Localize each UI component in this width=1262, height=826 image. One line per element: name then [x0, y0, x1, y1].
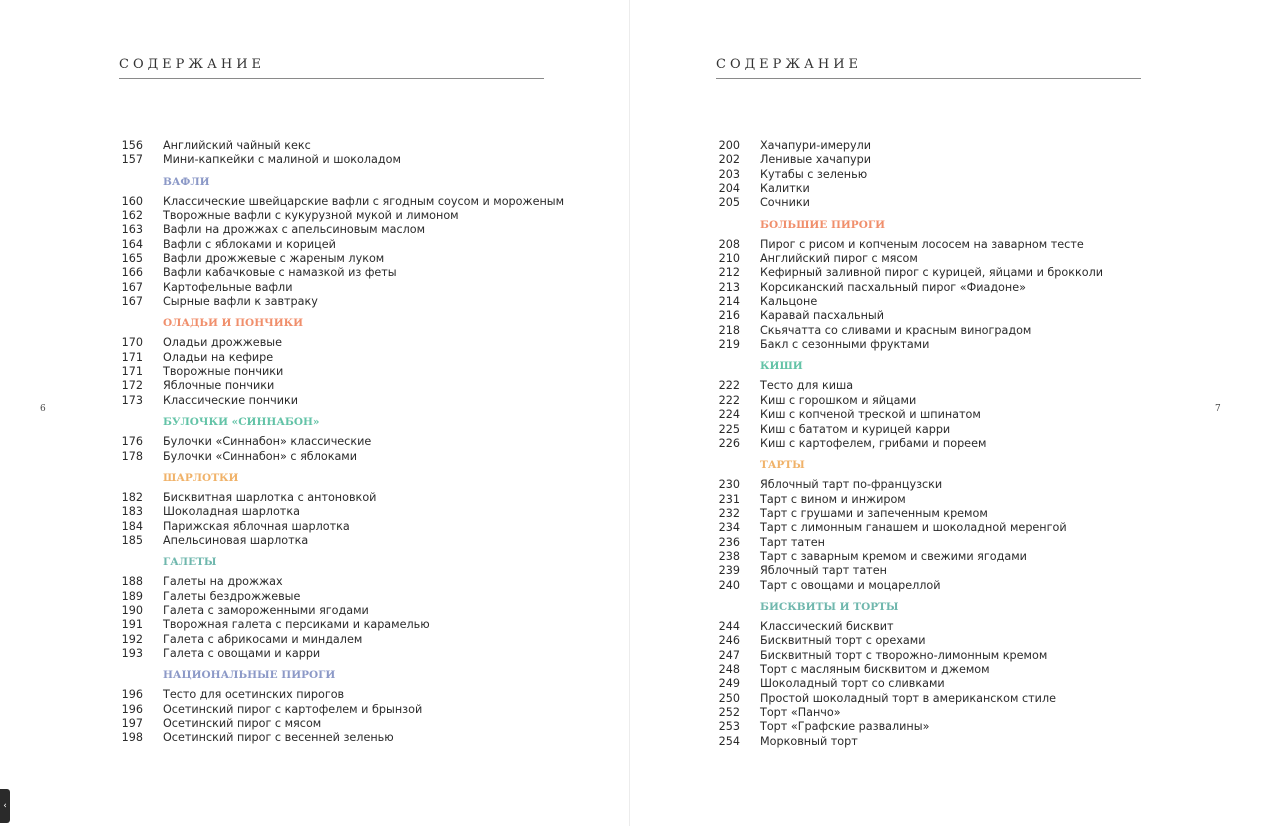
section-heading: НАЦИОНАЛЬНЫЕ ПИРОГИ	[163, 669, 336, 682]
entry-title: Оладьи на кефире	[163, 350, 274, 364]
header-rule	[119, 78, 544, 79]
entry-page-number: 222	[718, 379, 740, 393]
entry-title: Корсиканский пасхальный пирог «Фиадоне»	[760, 280, 1026, 294]
entry-title: Творожные пончики	[163, 365, 284, 379]
entry-title: Тарт с лимонным ганашем и шоколадной меренгой	[760, 521, 1067, 535]
entry-title: Бакл с сезонными фруктами	[760, 338, 930, 352]
toc-entry	[716, 735, 899, 749]
entry-page-number: 165	[121, 252, 143, 266]
toc-entry	[119, 505, 335, 519]
entry-title: Тарт с вином и инжиром	[760, 492, 906, 506]
toc-entry	[716, 139, 899, 153]
entry-title: Кальцоне	[760, 295, 818, 309]
entry-page-number: 247	[718, 648, 740, 662]
entry-title: Парижская яблочная шарлотка	[163, 519, 350, 533]
entry-page-number: 164	[121, 237, 143, 251]
entry-title: Хачапури-имерули	[760, 139, 872, 152]
entry-title: Калитки	[760, 182, 810, 196]
entry-title: Тесто для осетинских пирогов	[163, 688, 345, 702]
entry-title: Морковный торт	[760, 734, 858, 748]
entry-title: Осетинский пирог с весенней зеленью	[163, 731, 394, 745]
entry-page-number: 185	[121, 533, 143, 547]
section-heading: ОЛАДЬИ И ПОНЧИКИ	[163, 317, 304, 330]
entry-page-number: 249	[718, 677, 740, 691]
entry-page-number: 183	[121, 505, 143, 519]
toc-entry	[119, 632, 363, 647]
entry-page-number: 238	[718, 549, 740, 563]
entry-title: Бисквитный торт с орехами	[760, 634, 926, 648]
entry-page-number: 214	[718, 295, 740, 309]
entry-title: Кефирный заливной пирог с курицей, яйцами и брокколи	[760, 266, 1104, 280]
entry-title: Бисквитный торт с творожно-лимонным кремом	[760, 648, 1048, 662]
entry-title: Галета с абрикосами и миндалем	[163, 632, 363, 646]
entry-title: Классический бисквит	[760, 619, 894, 633]
section-heading: БИСКВИТЫ И ТОРТЫ	[760, 600, 899, 613]
toc-entry	[716, 393, 917, 408]
toc-entry	[119, 194, 565, 209]
toc-entry	[716, 662, 990, 677]
toc-entry	[716, 549, 1027, 564]
entry-page-number: 178	[121, 449, 143, 463]
toc-entry	[119, 575, 335, 589]
entry-page-number: 191	[121, 618, 143, 632]
entry-page-number: 160	[121, 194, 143, 208]
toc-entry	[119, 717, 335, 731]
toc-entry	[716, 521, 1067, 535]
toc-entry	[716, 338, 930, 352]
entry-title: Тесто для киша	[760, 379, 854, 393]
entry-title: Вафли дрожжевые с жареным луком	[163, 252, 385, 266]
entry-page-number: 226	[718, 436, 740, 450]
header-rule	[716, 78, 1141, 79]
toc-entry	[716, 677, 945, 691]
entry-page-number: 202	[718, 153, 740, 167]
toc-entry	[119, 394, 335, 408]
toc-entry	[119, 435, 372, 449]
entry-title: Каравай пасхальный	[760, 309, 884, 323]
entry-title: Тарт татен	[760, 535, 825, 549]
entry-title: Тарт с грушами и запеченным кремом	[760, 506, 988, 520]
entry-page-number: 239	[718, 564, 740, 578]
toc-entry	[119, 449, 358, 464]
entry-title: Киш с картофелем, грибами и пореем	[760, 436, 987, 450]
entry-page-number: 156	[121, 139, 143, 152]
entry-page-number: 225	[718, 422, 740, 436]
toc-entry	[716, 309, 899, 323]
toc-entry	[716, 323, 1032, 338]
entry-page-number: 196	[121, 702, 143, 716]
toc-entry	[119, 590, 335, 604]
entry-page-number: 192	[121, 632, 143, 646]
entry-title: Шоколадный торт со сливками	[760, 677, 945, 691]
toc-entry	[716, 691, 1056, 706]
toc-entry	[716, 492, 906, 507]
toc-entry	[716, 422, 951, 437]
entry-page-number: 189	[121, 589, 143, 603]
entry-page-number: 167	[121, 280, 143, 294]
toc-entry	[716, 168, 899, 182]
entry-title: Картофельные вафли	[163, 280, 293, 294]
toc-entry	[119, 365, 335, 379]
entry-title: Оладьи дрожжевые	[163, 336, 282, 350]
entry-title: Скьячатта со сливами и красным виноградом	[760, 323, 1032, 337]
toc-entry	[716, 153, 899, 167]
entry-title: Шоколадная шарлотка	[163, 505, 300, 519]
toc-entry	[716, 280, 1026, 295]
entry-page-number: 197	[121, 716, 143, 730]
entry-page-number: 166	[121, 266, 143, 280]
entry-title: Галеты бездрожжевые	[163, 589, 301, 603]
entry-title: Вафли с яблоками и корицей	[163, 237, 336, 251]
toc-entry	[119, 688, 345, 702]
toc-entry	[119, 281, 335, 295]
right-page	[630, 0, 1262, 826]
entry-page-number: 172	[121, 379, 143, 393]
entry-title: Яблочный тарт татен	[760, 564, 887, 578]
entry-page-number: 196	[121, 688, 143, 702]
entry-page-number: 203	[718, 167, 740, 181]
entry-page-number: 193	[121, 646, 143, 660]
entry-title: Творожная галета с персиками и карамелью	[163, 618, 430, 632]
entry-page-number: 231	[718, 492, 740, 506]
entry-page-number: 184	[121, 519, 143, 533]
entry-page-number: 246	[718, 634, 740, 648]
toc-entry	[119, 534, 335, 548]
toc-entry	[716, 564, 899, 578]
toc-entry	[119, 139, 335, 153]
toc-entry	[119, 153, 401, 167]
entry-title: Киш с бататом и курицей карри	[760, 422, 951, 436]
section-heading: БУЛОЧКИ «СИННАБОН»	[163, 416, 320, 429]
entry-page-number: 188	[121, 575, 143, 589]
entry-title: Апельсиновая шарлотка	[163, 533, 309, 547]
toc-entry	[716, 436, 987, 451]
entry-page-number: 218	[718, 323, 740, 337]
entry-title: Бисквитная шарлотка с антоновкой	[163, 490, 377, 504]
toc-entry	[716, 252, 918, 266]
entry-title: Мини-капкейки с малиной и шоколадом	[163, 153, 401, 167]
entry-page-number: 250	[718, 691, 740, 705]
toc-entry	[716, 720, 930, 734]
entry-title: Торт с масляным бисквитом и джемом	[760, 662, 990, 676]
entry-page-number: 167	[121, 295, 143, 309]
section-heading: ГАЛЕТЫ	[163, 556, 217, 569]
entry-page-number: 224	[718, 408, 740, 422]
entry-page-number: 205	[718, 196, 740, 210]
toc-entry	[716, 237, 1084, 252]
entry-page-number: 157	[121, 153, 143, 167]
page-header: СОДЕРЖАНИЕ	[716, 57, 863, 72]
section-heading: КИШИ	[760, 360, 803, 373]
entry-title: Булочки «Синнабон» классические	[163, 435, 372, 449]
toc-entry	[119, 379, 335, 393]
entry-page-number: 190	[121, 603, 143, 617]
entry-title: Кутабы с зеленью	[760, 167, 868, 181]
toc-entry	[716, 634, 926, 648]
entry-page-number: 210	[718, 252, 740, 266]
entry-page-number: 204	[718, 182, 740, 196]
entry-page-number: 240	[718, 578, 740, 592]
entry-title: Вафли на дрожжах с апельсиновым маслом	[163, 223, 426, 237]
left-page	[0, 0, 629, 826]
section-heading: БОЛЬШИЕ ПИРОГИ	[760, 218, 886, 231]
toc-entry	[716, 295, 899, 309]
toc-entry	[119, 519, 350, 534]
entry-page-number: 176	[121, 435, 143, 449]
toc-entry	[119, 351, 335, 365]
entry-title: Осетинский пирог с картофелем и брынзой	[163, 702, 423, 716]
toc-entry	[119, 223, 426, 237]
chevron-left-icon[interactable]: ‹	[0, 789, 10, 823]
toc-entry	[716, 379, 899, 393]
toc-entry	[716, 706, 899, 720]
entry-title: Английский чайный кекс	[163, 139, 311, 152]
toc-entry	[716, 620, 899, 634]
entry-page-number: 212	[718, 266, 740, 280]
toc-entry	[119, 731, 394, 745]
entry-page-number: 171	[121, 365, 143, 379]
toc-entry	[119, 266, 397, 280]
entry-page-number: 254	[718, 734, 740, 748]
toc-entry	[716, 196, 899, 210]
toc-entry	[119, 647, 335, 661]
entry-page-number: 198	[121, 731, 143, 745]
entry-title: Галета с замороженными ягодами	[163, 603, 369, 617]
toc-entry	[119, 618, 430, 632]
entry-page-number: 213	[718, 280, 740, 294]
entry-title: Сочники	[760, 196, 810, 210]
entry-page-number: 216	[718, 309, 740, 323]
entry-title: Яблочный тарт по-французски	[760, 478, 943, 492]
entry-page-number: 252	[718, 706, 740, 719]
toc-entry	[716, 578, 941, 593]
entry-title: Вафли кабачковые с намазкой из феты	[163, 266, 397, 280]
toc-entry	[716, 478, 943, 492]
entry-page-number: 182	[121, 490, 143, 504]
toc-entry	[119, 238, 335, 252]
toc-entry	[716, 648, 1048, 663]
entry-page-number: 244	[718, 619, 740, 633]
entry-title: Тарт с овощами и моцареллой	[760, 578, 941, 592]
page-number: 7	[1215, 404, 1221, 414]
entry-page-number: 234	[718, 521, 740, 535]
entry-page-number: 222	[718, 393, 740, 407]
entry-page-number: 230	[718, 478, 740, 492]
entry-page-number: 200	[718, 139, 740, 152]
entry-title: Творожные вафли с кукурузной мукой и лимоном	[163, 209, 459, 223]
entry-page-number: 232	[718, 506, 740, 520]
entry-title: Сырные вафли к завтраку	[163, 295, 318, 309]
entry-page-number: 173	[121, 393, 143, 407]
entry-title: Киш с горошком и яйцами	[760, 393, 917, 407]
toc-entry	[119, 603, 369, 618]
toc-list	[119, 139, 565, 746]
entry-title: Классические швейцарские вафли с ягодным соусом и мороженым	[163, 194, 565, 208]
section-heading: ТАРТЫ	[760, 459, 805, 472]
entry-title: Галеты на дрожжах	[163, 575, 283, 589]
entry-title: Торт «Графские развалины»	[760, 720, 930, 734]
entry-title: Классические пончики	[163, 393, 299, 407]
entry-page-number: 248	[718, 662, 740, 676]
entry-page-number: 219	[718, 338, 740, 352]
entry-page-number: 208	[718, 237, 740, 251]
entry-title: Осетинский пирог с мясом	[163, 716, 322, 730]
entry-page-number: 170	[121, 336, 143, 350]
entry-title: Простой шоколадный торт в американском стиле	[760, 691, 1056, 705]
toc-entry	[716, 182, 899, 196]
toc-entry	[119, 209, 459, 223]
entry-title: Торт «Панчо»	[760, 706, 841, 719]
entry-title: Яблочные пончики	[163, 379, 275, 393]
toc-entry	[716, 536, 899, 550]
toc-entry	[716, 506, 988, 521]
toc-entry	[716, 266, 1104, 280]
toc-entry	[119, 252, 385, 266]
entry-title: Булочки «Синнабон» с яблоками	[163, 449, 358, 463]
entry-title: Английский пирог с мясом	[760, 252, 918, 266]
entry-title: Ленивые хачапури	[760, 153, 871, 167]
entry-page-number: 163	[121, 223, 143, 237]
page-number: 6	[40, 404, 46, 414]
toc-entry	[119, 295, 335, 309]
entry-title: Галета с овощами и карри	[163, 646, 321, 660]
section-heading: ШАРЛОТКИ	[163, 471, 239, 484]
entry-page-number: 162	[121, 209, 143, 223]
toc-list	[716, 139, 1104, 749]
entry-title: Пирог с рисом и копченым лососем на заварном тесте	[760, 237, 1084, 251]
entry-page-number: 253	[718, 720, 740, 734]
entry-page-number: 236	[718, 535, 740, 549]
entry-page-number: 171	[121, 350, 143, 364]
section-heading: ВАФЛИ	[163, 175, 210, 188]
entry-title: Тарт с заварным кремом и свежими ягодами	[760, 549, 1027, 563]
toc-entry	[119, 336, 335, 350]
page-header: СОДЕРЖАНИЕ	[119, 57, 266, 72]
entry-title: Киш с копченой треской и шпинатом	[760, 408, 981, 422]
toc-entry	[119, 490, 377, 505]
toc-entry	[119, 702, 423, 717]
toc-entry	[716, 408, 981, 422]
